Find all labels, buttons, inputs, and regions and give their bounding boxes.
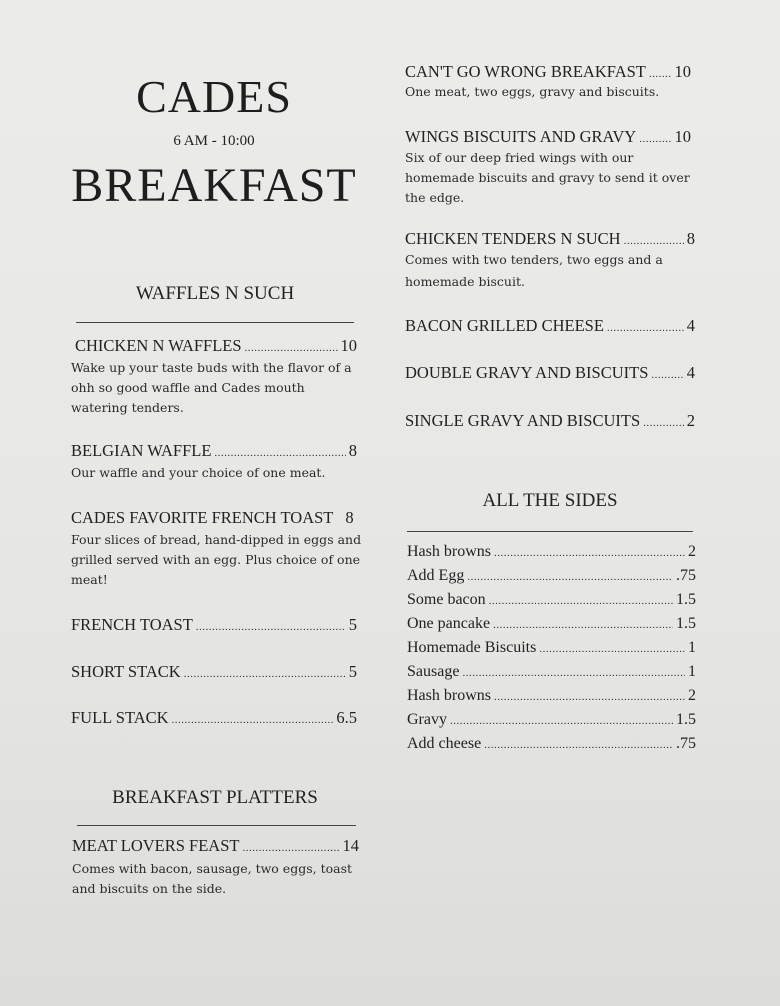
menu-item [75, 336, 357, 356]
side-item [407, 687, 696, 705]
dot-leader [484, 739, 673, 751]
dot-leader [607, 322, 684, 334]
item-price: 5 [348, 662, 357, 681]
item-price: 10 [340, 336, 357, 355]
menu-title-cades: CADES [136, 71, 292, 122]
menu-item [405, 127, 691, 147]
section-divider [76, 322, 354, 323]
item-description: Our waffle and your choice of one meat. [71, 465, 326, 480]
menu-item [71, 708, 357, 728]
section-heading-waffles: WAFFLES N SUCH [135, 283, 295, 304]
item-price: 1.5 [676, 591, 696, 608]
menu-item [405, 229, 695, 249]
item-price: 4 [686, 316, 695, 335]
item-name: BACON GRILLED CHEESE [405, 316, 604, 335]
item-name: Homemade Biscuits [407, 639, 537, 656]
menu-item [72, 836, 359, 856]
item-name: CAN'T GO WRONG BREAKFAST [405, 62, 646, 81]
section-heading-sides: ALL THE SIDES [482, 490, 618, 511]
side-item [407, 591, 696, 609]
item-description: One meat, two eggs, gravy and biscuits. [405, 84, 660, 99]
item-price: 8 [686, 229, 695, 248]
item-name: WINGS BISCUITS AND GRAVY [405, 127, 637, 146]
item-name: Add cheese [407, 735, 482, 752]
item-name: CADES FAVORITE FRENCH TOAST [71, 508, 334, 527]
dot-leader [467, 571, 673, 583]
section-heading-platters: BREAKFAST PLATTERS [112, 787, 318, 808]
item-name: SINGLE GRAVY AND BISCUITS [405, 411, 641, 430]
item-price: 1 [688, 663, 696, 680]
side-item [407, 663, 696, 681]
dot-leader [489, 595, 673, 607]
dot-leader [639, 133, 671, 145]
item-description: Wake up your taste buds with the flavor of a ohh so good waffle and Cades mouth watering tenders. [71, 360, 352, 415]
item-price: 6.5 [336, 708, 357, 727]
item-name: FULL STACK [71, 708, 169, 727]
side-item [407, 615, 696, 633]
dot-leader [172, 714, 334, 726]
menu-item [71, 441, 357, 461]
menu-title-breakfast: BREAKFAST [71, 159, 357, 212]
item-name: Add Egg [407, 567, 465, 584]
menu-item [405, 316, 695, 336]
item-name: Gravy [407, 711, 447, 728]
dot-leader [494, 547, 685, 559]
dot-leader [624, 235, 684, 247]
item-name: SHORT STACK [71, 662, 181, 681]
hours-text: 6 AM - 10:00 [173, 133, 255, 149]
item-price: 10 [674, 127, 691, 146]
item-price: 2 [686, 411, 695, 430]
item-price: 10 [674, 62, 691, 81]
item-price: 4 [686, 363, 695, 382]
item-name: BELGIAN WAFFLE [71, 441, 212, 460]
item-description: Comes with two tenders, two eggs and a homemade biscuit. [405, 252, 663, 289]
side-item [407, 543, 696, 561]
item-name: CHICKEN TENDERS N SUCH [405, 229, 621, 248]
item-price: 1.5 [676, 711, 696, 728]
dot-leader [651, 369, 683, 381]
menu-item [71, 615, 357, 635]
side-item [407, 567, 696, 585]
dot-leader [242, 842, 339, 854]
item-price: 1 [688, 639, 696, 656]
item-name: FRENCH TOAST [71, 615, 193, 634]
side-item [407, 735, 696, 753]
dot-leader [450, 715, 673, 727]
dot-leader [643, 417, 684, 429]
item-name: Hash browns [407, 687, 491, 704]
dot-leader [494, 691, 685, 703]
item-price: 1.5 [676, 615, 696, 632]
item-description: Comes with bacon, sausage, two eggs, toast and biscuits on the side. [72, 861, 353, 896]
item-name: MEAT LOVERS FEAST [72, 836, 240, 855]
item-name: One pancake [407, 615, 491, 632]
dot-leader [649, 68, 672, 80]
dot-leader [493, 619, 673, 631]
item-price: 8 [345, 508, 354, 527]
item-name: Some bacon [407, 591, 486, 608]
item-price: 8 [348, 441, 357, 460]
dot-leader [462, 667, 685, 679]
section-divider [77, 825, 356, 826]
dot-leader [539, 643, 685, 655]
menu-item [405, 62, 691, 82]
item-name: Hash browns [407, 543, 491, 560]
item-description: Four slices of bread, hand-dipped in eggs and grilled served with an egg. Plus choice of one meat! [71, 532, 362, 587]
item-price: .75 [676, 567, 696, 584]
side-item [407, 711, 696, 729]
item-price: 2 [688, 687, 696, 704]
item-name: CHICKEN N WAFFLES [75, 336, 242, 355]
menu-item [71, 662, 357, 682]
section-divider [407, 531, 693, 532]
side-item [407, 639, 696, 657]
menu-item [405, 411, 695, 431]
menu-item [71, 508, 354, 528]
menu-item [405, 363, 695, 383]
dot-leader [245, 342, 338, 354]
dot-leader [184, 668, 346, 680]
dot-leader [196, 621, 346, 633]
item-price: .75 [676, 735, 696, 752]
item-name: Sausage [407, 663, 460, 680]
item-price: 2 [688, 543, 696, 560]
item-price: 14 [342, 836, 359, 855]
item-name: DOUBLE GRAVY AND BISCUITS [405, 363, 649, 382]
item-description: Six of our deep fried wings with our homemade biscuits and gravy to send it over the edge. [405, 150, 690, 205]
item-price: 5 [348, 615, 357, 634]
dot-leader [214, 447, 345, 459]
